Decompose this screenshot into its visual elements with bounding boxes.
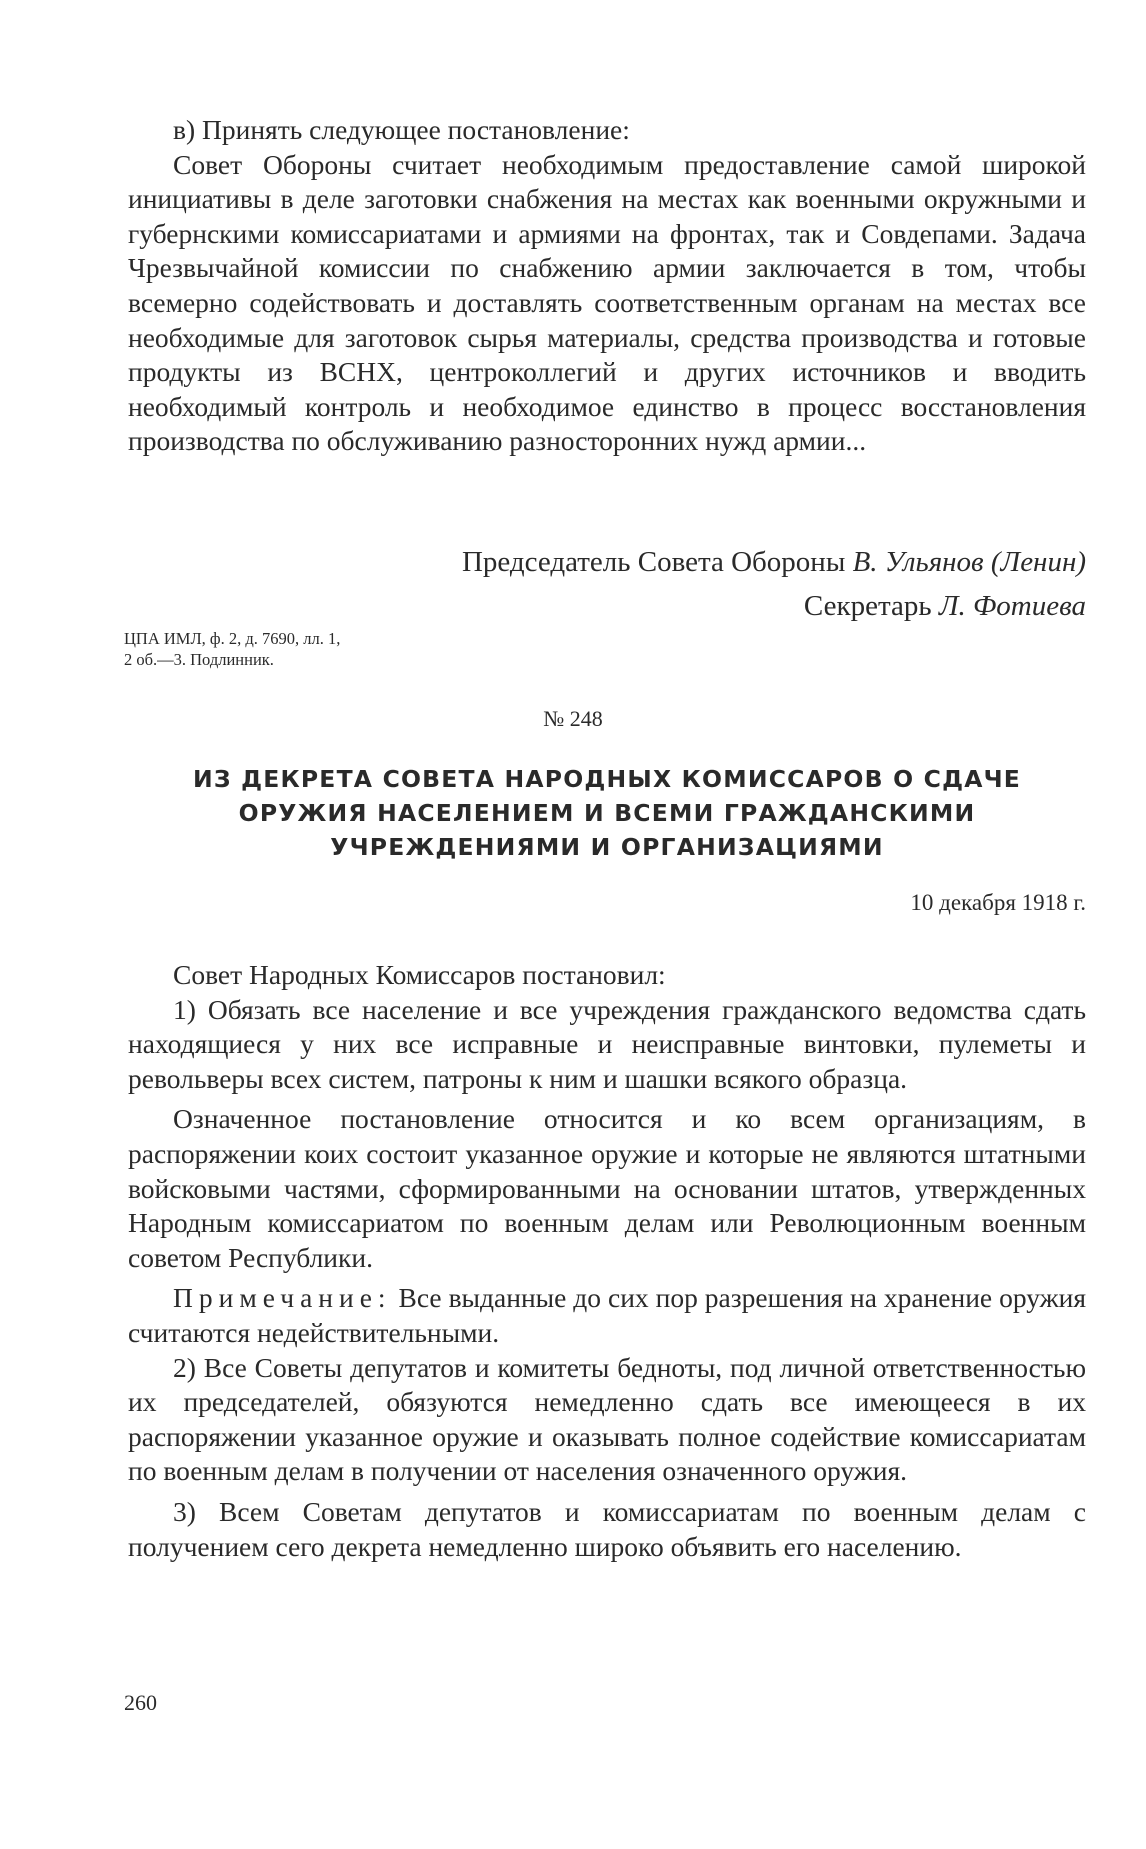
secretary-title: Секретарь xyxy=(803,590,932,622)
page-number: 260 xyxy=(124,1690,157,1715)
archive-source-line-2: 2 об.—3. Подлинник. xyxy=(124,650,274,669)
document-title-line-3: УЧРЕЖДЕНИЯМИ И ОРГАНИЗАЦИЯМИ xyxy=(330,833,884,861)
document-number: № 248 xyxy=(543,706,603,731)
decree-item-2: 2) Все Советы депутатов и комитеты бедноты, под личной ответственностью их председателей, обязуются немедленно сдать все имеющееся в их распоряжении указанное оружие и оказывать полное содействие комиссариатам по военным делам в получении от населения означенного оружия. xyxy=(128,1351,1086,1487)
document-title xyxy=(128,762,1086,864)
archive-source-line-1: ЦПА ИМЛ, ф. 2, д. 7690, лл. 1, xyxy=(124,629,341,648)
decree-item-1: 1) Обязать все население и все учреждения гражданского ведомства сдать находящиеся у них все исправные и неисправные винтовки, пулеметы и револьверы всех систем, патроны к ним и шашки всякого образца. xyxy=(128,993,1086,1094)
secretary-name: Л. Фотиева xyxy=(938,590,1086,622)
document-title-line-1: ИЗ ДЕКРЕТА СОВЕТА НАРОДНЫХ КОМИССАРОВ О СДАЧЕ xyxy=(192,765,1022,793)
chair-name: В. Ульянов (Ленин) xyxy=(852,546,1086,578)
secretary-signature xyxy=(804,588,1086,624)
decree-note xyxy=(128,1281,1086,1350)
decree-item-3: 3) Всем Советам депутатов и комиссариатам по военным делам с получением сего декрета немедленно широко объявить его населению. xyxy=(128,1495,1086,1562)
section-a xyxy=(128,113,1086,459)
section-a-body: Совет Обороны считает необходимым предоставление самой широкой инициативы в деле заготовки снабжения на местах как военными окружными и губернскими комиссариатами и армиями на фронтах, так и Совдепами. Задача Чрезвычайной комиссии по снабжению армии заключается в том, чтобы всемерно содействовать и доставлять соответственным органам на местах все необходимые для заготовок сырья материалы, средства производства и готовые продукты из ВСНХ, центроколлегий и других источников и вводить необходимый контроль и необходимое единство в процесс восстановления производства по обслуживанию разносторонних нужд армии... xyxy=(128,148,1086,457)
chair-title: Председатель Совета Обороны xyxy=(461,546,846,578)
document-title-line-2: ОРУЖИЯ НАСЕЛЕНИЕМ И ВСЕМИ ГРАЖДАНСКИМИ xyxy=(238,799,976,827)
section-a-intro: в) Принять следующее постановление: xyxy=(173,114,630,145)
chair-signature xyxy=(462,544,1086,580)
decree-item-1-extension: Означенное постановление относится и ко всем организациям, в распоряжении коих состоит указанное оружие и которые не являются штатными войсковыми частями, сформированными на основании штатов, утвержденных Народным комиссариатом по военным делам или Революционным военным советом Республики. xyxy=(128,1103,1086,1273)
note-text: Все выданные до сих пор разрешения на хранение оружия считаются недействительными. xyxy=(128,1282,1086,1348)
decree-body xyxy=(128,958,1086,1564)
note-label: Примечание: xyxy=(173,1282,392,1314)
decree-opening: Совет Народных Комиссаров постановил: xyxy=(173,959,666,990)
document-date: 10 декабря 1918 г. xyxy=(910,890,1086,915)
